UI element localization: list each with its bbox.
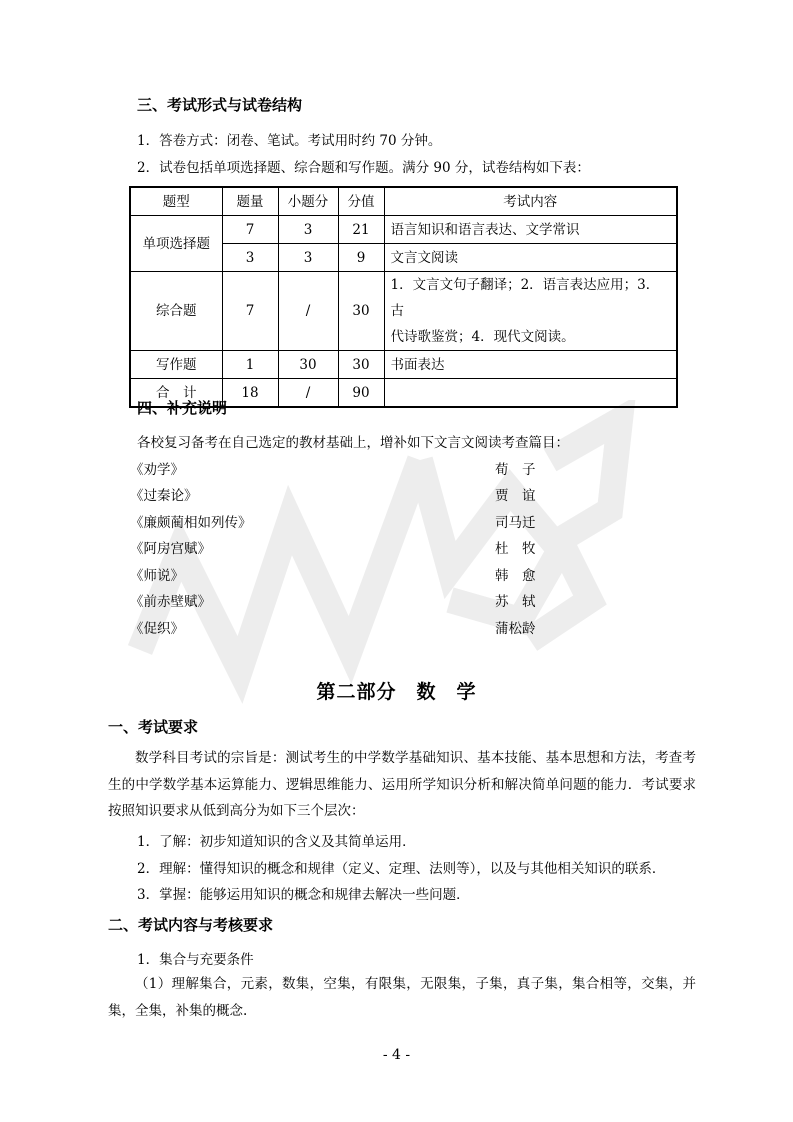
- work-author: 杜 牧: [495, 541, 536, 557]
- table-cell-content: 书面表达: [384, 351, 677, 379]
- level-item: 3．掌握：能够运用知识的概念和规律去解决一些问题．: [137, 887, 470, 903]
- work-title: 《过秦论》: [130, 488, 198, 504]
- table-cell-type: 综合题: [130, 272, 222, 351]
- table-cell: /: [278, 272, 338, 351]
- exam-structure-table: [129, 186, 678, 408]
- table-header: 小题分: [278, 187, 338, 216]
- section-heading-supplement: 四、补充说明: [137, 399, 228, 417]
- table-cell: 18: [222, 379, 278, 408]
- work-author: 韩 愈: [495, 568, 536, 584]
- table-cell: 7: [222, 216, 278, 244]
- table-cell: 90: [338, 379, 384, 408]
- table-cell: 30: [338, 272, 384, 351]
- table-cell: 30: [278, 351, 338, 379]
- table-header-row: [130, 187, 677, 216]
- table-cell-type: 写作题: [130, 351, 222, 379]
- table-row: [130, 272, 677, 351]
- requirements-paragraph: 数学科目考试的宗旨是：测试考生的中学数学基础知识、基本技能、基本思想和方法，考查考生的中学数学基本运算能力、逻辑思维能力、运用所学知识分析和解决简单问题的能力．考试要求按照知识要求从低到高分为如下三个层次：: [108, 750, 696, 819]
- supplement-intro: 各校复习备考在自己选定的教材基础上，增补如下文言文阅读考查篇目：: [137, 435, 569, 451]
- table-header: 分值: [338, 187, 384, 216]
- table-header: 题型: [130, 187, 222, 216]
- work-author: 司马迁: [495, 515, 536, 531]
- table-cell-type: 单项选择题: [130, 216, 222, 272]
- table-cell: 21: [338, 216, 384, 244]
- table-cell: 1: [222, 351, 278, 379]
- work-author: 苏 轼: [495, 594, 536, 610]
- level-item: 2．理解：懂得知识的概念和规律（定义、定理、法则等），以及与其他相关知识的联系．: [137, 861, 666, 877]
- work-author: 贾 谊: [495, 488, 536, 504]
- work-author: 荀 子: [495, 462, 536, 478]
- exam-format-item-1: 1．答卷方式：闭卷、笔试。考试用时约 70 分钟。: [137, 133, 442, 149]
- work-title: 《促织》: [130, 621, 184, 637]
- table-cell: 3: [278, 216, 338, 244]
- work-author: 蒲松龄: [495, 621, 536, 637]
- table-cell-content: [384, 272, 677, 351]
- table-cell: /: [278, 379, 338, 408]
- work-title: 《廉颇蔺相如列传》: [130, 515, 252, 531]
- table-cell: 3: [278, 244, 338, 272]
- subsection-paragraph: （1）理解集合，元素，数集，空集，有限集，无限集，子集，真子集，集合相等，交集，并集，全集，补集的概念.: [108, 976, 696, 1019]
- work-title: 《师说》: [130, 568, 184, 584]
- exam-format-item-2: 2．试卷包括单项选择题、综合题和写作题。满分 90 分，试卷结构如下表：: [137, 160, 590, 176]
- subsection-title: 1．集合与充要条件: [137, 952, 254, 968]
- table-cell: 30: [338, 351, 384, 379]
- table-header: 考试内容: [384, 187, 677, 216]
- section-heading-requirements: 一、考试要求: [108, 718, 199, 736]
- work-title: 《前赤壁赋》: [130, 594, 211, 610]
- table-header: 题量: [222, 187, 278, 216]
- part-title: 第二部分 数 学: [316, 681, 477, 703]
- page-number: - 4 -: [382, 1047, 411, 1063]
- level-item: 1．了解：初步知道知识的含义及其简单运用．: [137, 834, 416, 850]
- table-cell: 3: [222, 244, 278, 272]
- table-cell-content: [384, 379, 677, 408]
- table-cell-type: 合 计: [130, 379, 222, 408]
- table-cell-content: 语言知识和语言表达、文学常识: [384, 216, 677, 244]
- table-row: [130, 351, 677, 379]
- work-title: 《阿房宫赋》: [130, 541, 211, 557]
- table-cell-content: 文言文阅读: [384, 244, 677, 272]
- table-cell: 7: [222, 272, 278, 351]
- section-heading-content: 二、考试内容与考核要求: [108, 916, 274, 934]
- section-heading-exam-format: 三、考试形式与试卷结构: [137, 96, 303, 114]
- content-line: 1．文言文句子翻译；2．语言表达应用；3．古: [390, 277, 660, 319]
- content-line: 代诗歌鉴赏；4．现代文阅读。: [390, 329, 575, 345]
- table-row: [130, 216, 677, 244]
- work-title: 《劝学》: [130, 462, 184, 478]
- table-cell: 9: [338, 244, 384, 272]
